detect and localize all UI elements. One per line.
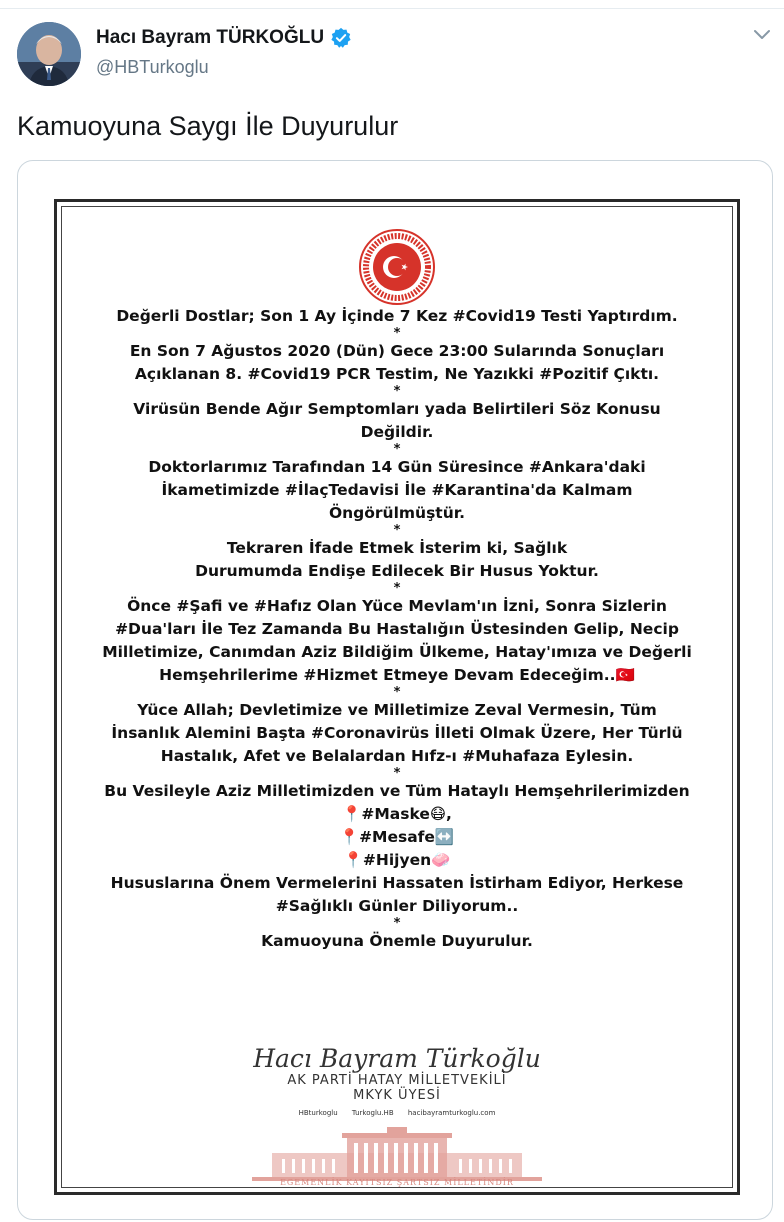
signature-title: AK PARTİ HATAY MİLLETVEKİLİ — [287, 1073, 507, 1088]
body-line: 📍#Hijyen🧼 — [343, 851, 451, 869]
tbmm-emblem-icon — [358, 228, 436, 306]
signature-name: Hacı Bayram Türkoğlu — [253, 1044, 541, 1073]
body-line: #Dua'ları İle Tez Zamanda Bu Hastalığın Üstesinden Gelip, Necip — [115, 620, 679, 638]
body-line: Virüsün Bende Ağır Semptomları yada Belirtileri Söz Konusu — [133, 400, 661, 418]
body-line: İkametimizde #İlaçTedavisi İle #Karantina'da Kalmam — [161, 481, 633, 499]
separator-star: * — [393, 326, 401, 341]
body-line: Hususlarına Önem Vermelerini Hassaten İstirham Ediyor, Herkese — [110, 874, 684, 892]
body-line: Durumumda Endişe Edilecek Bir Husus Yoktur. — [195, 562, 599, 580]
body-line: Bu Vesileyle Aziz Milletimizden ve Tüm Hataylı Hemşehrilerimizden — [104, 782, 690, 800]
body-line: Değildir. — [360, 423, 434, 441]
display-name-row[interactable] — [96, 27, 352, 49]
tweet-image-card[interactable] — [17, 160, 773, 1220]
body-line: Hastalık, Afet ve Belalardan Hıfz-ı #Muhafaza Eylesin. — [160, 747, 634, 765]
body-line: Kamuoyuna Önemle Duyurulur. — [261, 932, 533, 950]
separator-star: * — [393, 916, 401, 931]
separator-star: * — [393, 442, 401, 457]
body-line: Milletimize, Canımdan Aziz Bildiğim Ülkeme, Hatay'ımıza ve Değerli — [102, 643, 692, 661]
body-line: En Son 7 Ağustos 2020 (Dün) Gece 23:00 Sularında Sonuçları — [129, 342, 665, 360]
twitter-link: HBturkoglu — [298, 1109, 338, 1117]
body-line: Değerli Dostlar; Son 1 Ay İçinde 7 Kez #Covid19 Testi Yaptırdım. — [116, 307, 678, 325]
separator-star: * — [393, 523, 401, 538]
body-line: Hemşehrilerime #Hizmet Etmeye Devam Edeceğim..🇹🇷 — [159, 666, 635, 684]
verified-badge-icon — [330, 27, 352, 49]
facebook-link: Turkoglu.HB — [351, 1109, 394, 1117]
body-line: 📍#Mesafe↔️ — [339, 828, 455, 846]
body-line: İnsanlık Alemini Başta #Coronavirüs İlleti Olmak Üzere, Her Türlü — [111, 724, 683, 742]
body-line: Tekraren İfade Etmek İsterim ki, Sağlık — [226, 539, 568, 557]
body-line: Öngörülmüştür. — [328, 504, 466, 522]
signature-block — [57, 1044, 737, 1117]
body-line: Doktorlarımız Tarafından 14 Gün Süresince #Ankara'daki — [148, 458, 646, 476]
announcement-document — [54, 199, 740, 1195]
website-link: hacibayramturkoglu.com — [407, 1109, 496, 1117]
display-name[interactable]: Hacı Bayram TÜRKOĞLU — [96, 27, 325, 48]
body-line: Açıklanan 8. #Covid19 PCR Testim, Ne Yazıkki #Pozitif Çıktı. — [134, 365, 660, 383]
top-divider — [0, 8, 784, 9]
body-line: Önce #Şafi ve #Hafız Olan Yüce Mevlam'ın İzni, Sonra Sizlerin — [127, 597, 667, 615]
body-line: #Sağlıklı Günler Diliyorum.. — [275, 897, 519, 915]
separator-star: * — [393, 384, 401, 399]
user-handle[interactable]: @HBTurkoglu — [96, 57, 209, 77]
separator-star: * — [393, 581, 401, 596]
avatar[interactable] — [17, 22, 81, 86]
motto-text: EGEMENLİK KAYITSIZ ŞARTSIZ MİLLETİNDİR — [280, 1178, 514, 1187]
separator-star: * — [393, 685, 401, 700]
social-links — [57, 1109, 737, 1117]
announcement-body — [57, 305, 737, 953]
tweet-text: Kamuoyuna Saygı İle Duyurulur — [17, 111, 399, 141]
body-line: Yüce Allah; Devletimize ve Milletimize Zeval Vermesin, Tüm — [137, 701, 657, 719]
body-line: 📍#Maske😷, — [342, 805, 452, 823]
signature-subtitle: MKYK ÜYESİ — [353, 1088, 441, 1103]
chevron-down-icon[interactable] — [752, 28, 772, 42]
separator-star: * — [393, 766, 401, 781]
